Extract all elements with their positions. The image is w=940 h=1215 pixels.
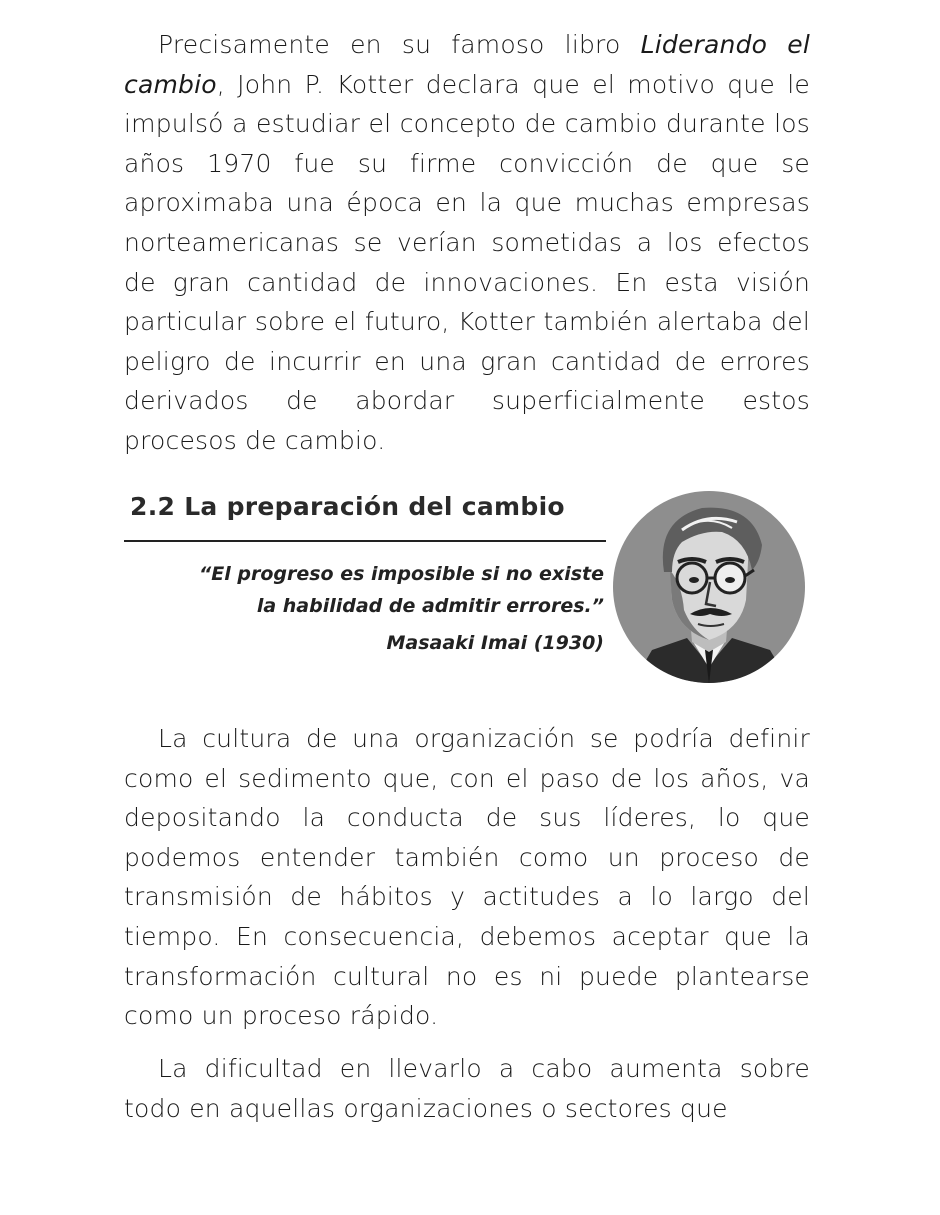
paragraph-text: La cultura de una organización se podría definir como el sedimento que, con el paso de los años, va depositando la conducta de sus líderes, lo que podemos entender también como un proceso de transmisión de hábitos y actitudes a lo largo del tiempo. En consecuencia, debemos aceptar que la transformación cultural no es ni puede plantearse como un proceso rápido. [124,724,810,1031]
paragraph-text-rest: , John P. Kotter declara que el motivo que le impulsó a estudiar el concepto de cambio durante los años 1970 fue su firme convicción de que se aproximaba una época en la que muchas empresas norteamericanas se verían sometidas a los efectos de gran cantidad de innovaciones. En esta visión particular sobre el futuro, Kotter también alertaba del peligro de incurrir en una gran cantidad de errores derivados de abordar superficialmente estos procesos de cambio. [124,69,810,455]
section-heading: 2.2 La preparación del cambio [130,492,565,521]
epigraph-quote [184,558,604,622]
heading-underline [124,540,606,542]
paragraph-text: La dificultad en llevarlo a cabo aumenta sobre todo en aquellas organizaciones o sectores que [124,1054,810,1123]
paragraph-text-start: Precisamente en su famoso libro [158,30,641,59]
quote-line: “El progreso es imposible si no existe [199,563,604,585]
body-paragraph-culture [124,719,810,1036]
body-paragraph-kotter [124,25,810,461]
author-portrait-illustration [612,490,806,684]
quote-line: la habilidad de admitir errores.” [256,595,604,617]
book-title: Liderando el cambio [124,30,811,99]
body-paragraph-difficulty [124,1049,810,1128]
quote-author: Masaaki Imai (1930) [386,632,604,654]
